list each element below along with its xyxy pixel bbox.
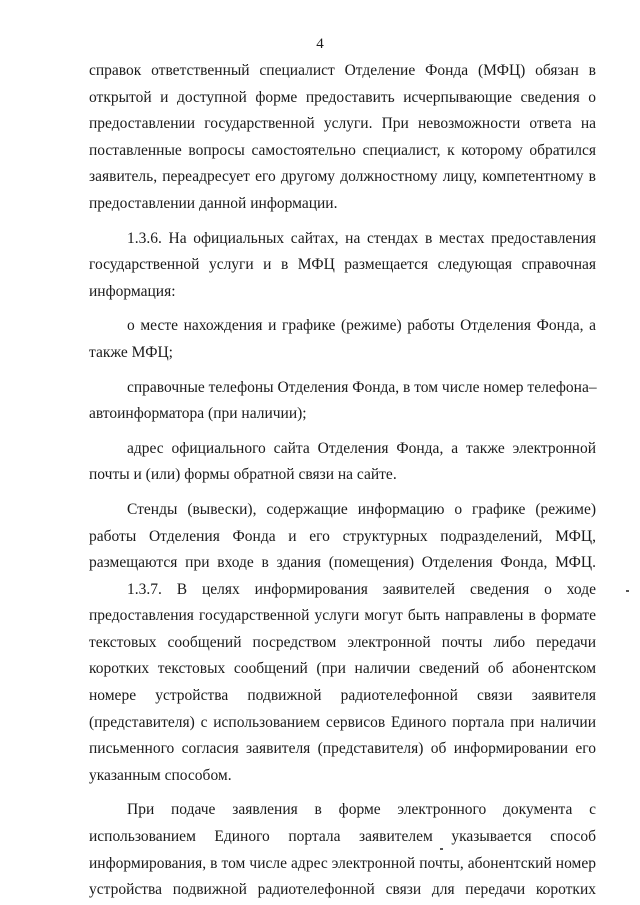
scan-speck — [440, 848, 443, 850]
text-line: работы Отделения Фонда и его структурных подразделений, МФЦ, — [89, 527, 596, 545]
text-line: справочные телефоны Отделения Фонда, в том числе номер телефона– — [127, 378, 597, 396]
text-line: предоставлении государственной услуги. При невозможности ответа на — [89, 115, 596, 133]
text-line: заявитель, переадресует его другому должностному лицу, компетентному в — [89, 168, 596, 186]
text-line: адрес официального сайта Отделения Фонда, а также электронной — [127, 439, 596, 457]
text-line: открытой и доступной форме предоставить исчерпывающие сведения о — [89, 88, 596, 106]
text-line: письменного согласия заявителя (представителя) об информировании его — [89, 740, 596, 758]
text-line: устройства подвижной радиотелефонной связи для передачи коротких — [89, 881, 596, 899]
text-line: также МФЦ; — [89, 343, 173, 361]
page-number: 4 — [316, 36, 324, 52]
text-line: справок ответственный специалист Отделение Фонда (МФЦ) обязан в — [89, 62, 596, 79]
text-line: автоинформатора (при наличии); — [89, 405, 307, 423]
text-line: При подаче заявления в форме электронного документа с — [127, 801, 596, 819]
text-line: 1.3.6. На официальных сайтах, на стендах в местах предоставления — [127, 229, 596, 247]
text-line: использованием Единого портала заявителем указывается способ — [89, 828, 596, 846]
text-line: предоставлении данной информации. — [89, 194, 338, 212]
text-line: информирования, в том числе адрес электронной почты, абонентский номер — [89, 854, 596, 872]
text-line: текстовых сообщений посредством электронной почты либо передачи — [89, 633, 596, 651]
text-line: указанным способом. — [89, 766, 232, 784]
text-line: Стенды (вывески), содержащие информацию о графике (режиме) — [127, 500, 596, 518]
text-line: размещаются при входе в здания (помещения) Отделения Фонда, МФЦ. — [89, 554, 596, 572]
body-text — [89, 58, 596, 904]
text-line: номере устройства подвижной радиотелефонной связи заявителя — [89, 687, 596, 705]
text-line: поставленные вопросы самостоятельно специалист, к которому обратился — [89, 141, 596, 159]
text-line: предоставления государственной услуги могут быть направлены в формате — [89, 607, 596, 625]
text-line: информация: — [89, 282, 176, 300]
text-line: коротких текстовых сообщений (при наличии сведений об абонентском — [89, 660, 596, 678]
text-line: 1.3.7. В целях информирования заявителей сведения о ходе — [127, 580, 596, 598]
text-line: о месте нахождения и графике (режиме) работы Отделения Фонда, а — [127, 317, 596, 335]
scan-speck — [626, 590, 629, 592]
text-line: (представителя) с использованием сервисов Единого портала при наличии — [89, 713, 596, 731]
text-line: государственной услуги и в МФЦ размещается следующая справочная — [89, 256, 596, 274]
text-line: почты и (или) формы обратной связи на сайте. — [89, 466, 397, 484]
